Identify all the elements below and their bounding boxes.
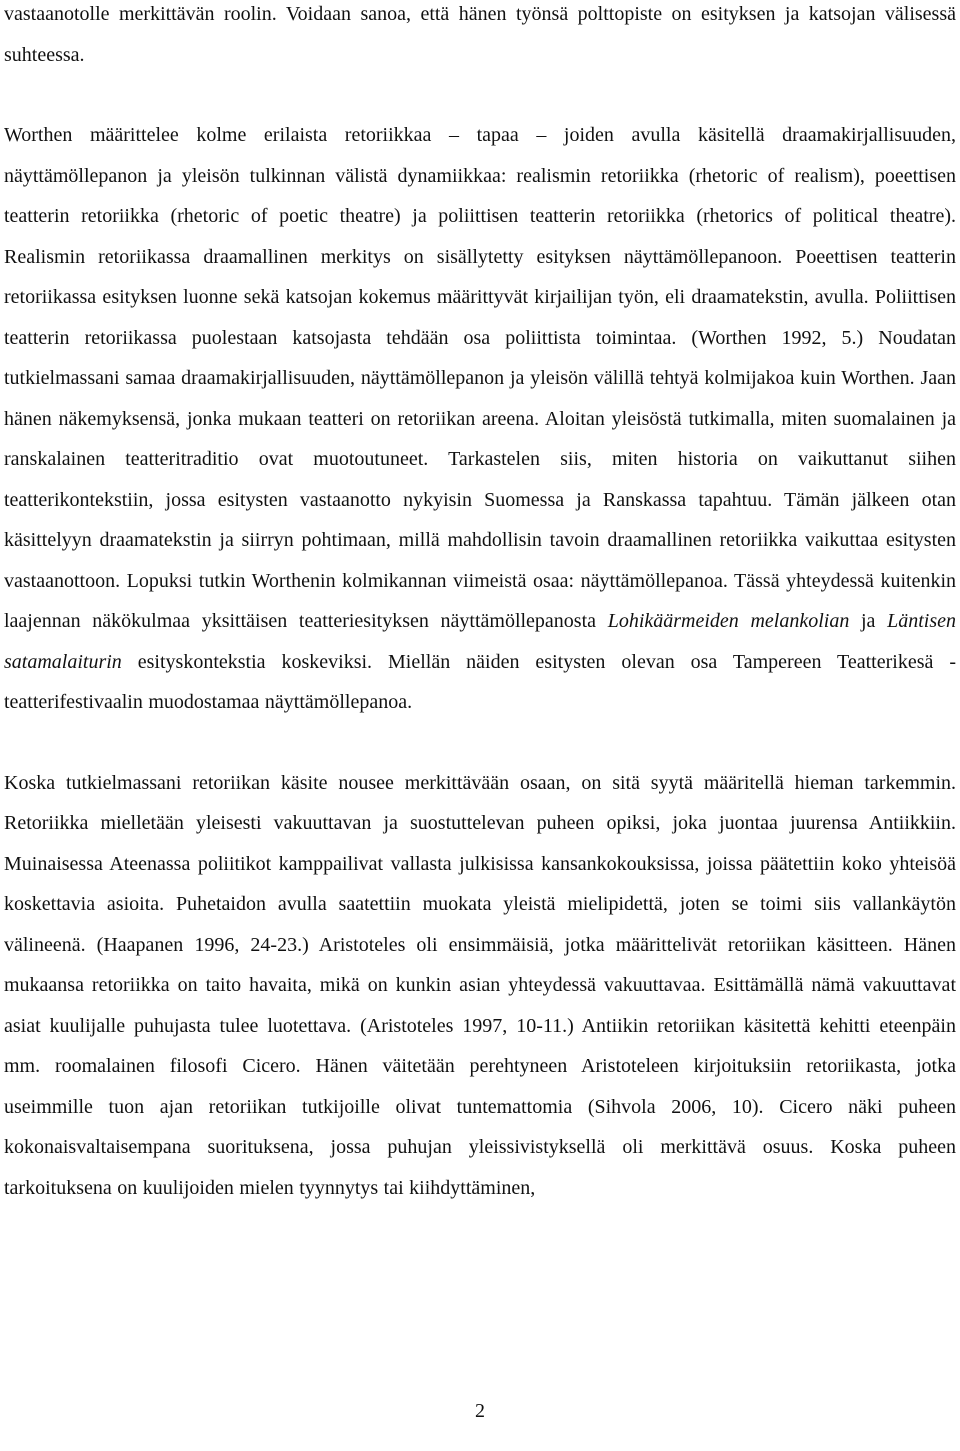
paragraph-text: Worthen määrittelee kolme erilaista retoriikkaa – tapaa – joiden avulla käsitellä draamakirjallisuuden, näyttämöllepanon ja yleisön tulkinnan välistä dynamiikkaa: realismin retoriikka (rhetoric of realism), poeettisen teatterin retoriikka (rhetoric of poetic theatre) ja poliittisen teatterin retoriikka (rhetorics of political theatre). Realismin retoriikassa draamallinen merkitys on sisällytetty esityksen näyttämöllepanoon. Poeettisen teatterin retoriikassa esityksen luonne sekä katsojan kokemus määrittyvät kirjailijan työn, eli draamatekstin, avulla. Poliittisen teatterin retoriikassa puolestaan katsojasta tehdään osa poliittista toimintaa. (Worthen 1992, 5.) Noudatan tutkielmassani samaa draamakirjallisuuden, näyttämöllepanon ja yleisön välillä tehtyä kolmijakoa kuin Worthen. Jaan hänen näkemyksensä, jonka mukaan teatteri on retoriikan areena. Aloitan yleisöstä tutkimalla, miten suomalainen ja ranskalainen teatteritraditio ovat muotoutuneet. Tarkastelen siis, miten historia on vaikuttanut siihen teatterikontekstiin, jossa esitysten vastaanotto nykyisin Suomessa ja Ranskassa tapahtuu. Tämän jälkeen otan käsittelyyn draamatekstin ja siirryn pohtimaan, millä mahdollisin tavoin draamallinen retoriikka vaikuttaa esitysten vastaanottoon. Lopuksi tutkin Worthenin kolmikannan viimeistä osaa: näyttämöllepanoa. Tässä yhteydessä kuitenkin laajennan näkökulmaa yksittäisen teatteriesityksen näyttämöllepanosta	[4, 124, 956, 632]
paragraph-text-end: esityskontekstia koskeviksi. Miellän näiden esitysten olevan osa Tampereen Teatterikesä -teatterifestivaalin muodostamaa näyttämöllepanoa.	[4, 650, 956, 713]
paragraph-gap	[4, 75, 956, 115]
italic-title-lohikaarmeiden: Lohikäärmeiden melankolian	[607, 610, 850, 632]
italic-title-lantisen: Läntisen satamalaiturin	[4, 610, 956, 673]
paragraph-worthen-rhetorics	[4, 115, 956, 723]
page-number: 2	[475, 1400, 485, 1422]
paragraph-text-connector: ja	[849, 610, 888, 632]
paragraph-continuation: vastaanotolle merkittävän roolin. Voidaan sanoa, että hänen työnsä polttopiste on esityksen ja katsojan välisessä suhteessa.	[4, 3, 956, 66]
paragraph-rhetoric-definition: Koska tutkielmassani retoriikan käsite nousee merkittävään osaan, on sitä syytä määritellä hieman tarkemmin. Retoriikka mielletään yleisesti vakuuttavan ja suostuttelevan puheen opiksi, joka juontaa juurensa Antiikkiin. Muinaisessa Ateenassa poliitikot kamppailivat vallasta julkisissa kansankokouksissa, joissa päätettiin koko yhteisöä koskettavia asioita. Puhetaidon avulla saatettiin muokata yleistä mielipidettä, joten se toimi siis vallankäytön välineenä. (Haapanen 1996, 24-23.) Aristoteles oli ensimmäisiä, jotka määrittelivät retoriikan käsitteen. Hänen mukaansa retoriikka on taito havaita, mikä on kunkin asian yhteydessä vakuuttavaa. Esittämällä nämä vakuuttavat asiat kuulijalle puhujasta tulee luotettava. (Aristoteles 1997, 10-11.) Antiikin retoriikan käsitettä kehitti eteenpäin mm. roomalainen filosofi Cicero. Hänen väitetään perehtyneen Aristoteleen kirjoituksiin retoriikasta, jotka useimmille tuon ajan retoriikan tutkijoille olivat tuntemattomia (Sihvola 2006, 10). Cicero näki puheen kokonaisvaltaisempana suorituksena, jossa puhujan yleissivistyksellä oli merkittävä osuus. Koska puheen tarkoituksena on kuulijoiden mielen tyynnytys tai kiihdyttäminen,	[4, 771, 956, 1199]
paragraph-gap	[4, 723, 956, 763]
document-page	[4, 0, 956, 1208]
